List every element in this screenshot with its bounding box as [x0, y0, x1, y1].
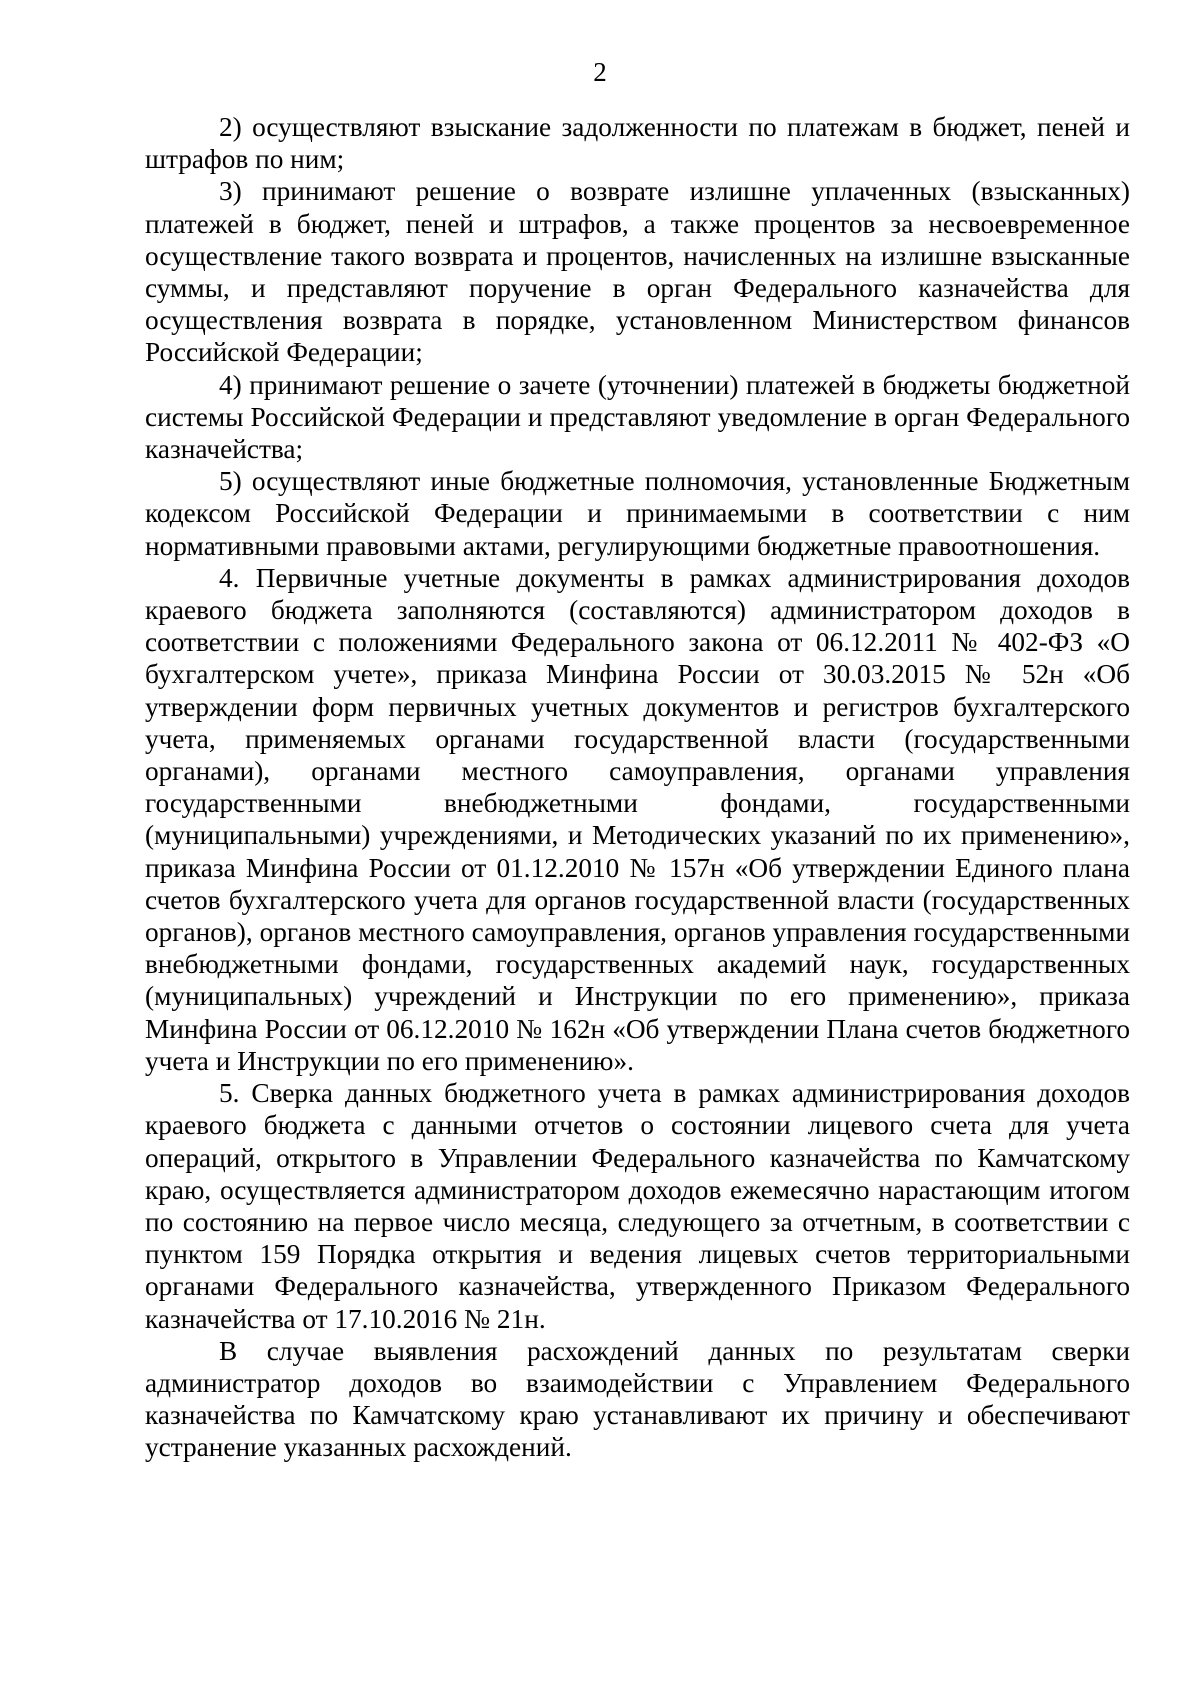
paragraph-section-4: 4. Первичные учетные документы в рамках администрирования доходов краевого бюджета заполняются (составляются) администратором доходов в соответствии с положениями Федерального закона от 06.12.2011 № 402-ФЗ «О бухгалтерском учете», приказа Минфина России от 30.03.2015 № 52н «Об утверждении форм первичных учетных документов и регистров бухгалтерского учета, применяемых органами государственной власти (государственными органами), органами местного самоуправления, органами управления государственными внебюджетными фондами, государственными (муниципальными) учреждениями, и Методических указаний по их применению», приказа Минфина России от 01.12.2010 № 157н «Об утверждении Единого плана счетов бухгалтерского учета для органов государственной власти (государственных органов), органов местного самоуправления, органов управления государственными внебюджетными фондами, государственных академий наук, государственных (муниципальных) учреждений и Инструкции по его применению», приказа Минфина России от 06.12.2010 № 162н «Об утверждении Плана счетов бюджетного учета и Инструкции по его применению».: [145, 562, 1130, 1076]
document-body: [145, 111, 1130, 1464]
paragraph-section-5: 5. Сверка данных бюджетного учета в рамках администрирования доходов краевого бюджета с данными отчетов о состоянии лицевого счета для учета операций, открытого в Управлении Федерального казначейства по Камчатскому краю, осуществляется администратором доходов ежемесячно нарастающим итогом по состоянию на первое число месяца, следующего за отчетным, в соответствии с пунктом 159 Порядка открытия и ведения лицевых счетов территориальными органами Федерального казначейства, утвержденного Приказом Федерального казначейства от 17.10.2016 № 21н.: [145, 1078, 1130, 1334]
paragraph-item-2: 2) осуществляют взыскание задолженности по платежам в бюджет, пеней и штрафов по ним;: [145, 112, 1130, 175]
paragraph-item-3: 3) принимают решение о возврате излишне уплаченных (взысканных) платежей в бюджет, пеней и штрафов, а также процентов за несвоевременное осуществление такого возврата и процентов, начисленных на излишне взысканные суммы, и представляют поручение в орган Федерального казначейства для осуществления возврата в порядке, установленном Министерством финансов Российской Федерации;: [145, 176, 1130, 368]
page-number: 2: [593, 57, 607, 87]
paragraph-discrepancy: В случае выявления расхождений данных по результатам сверки администратор доходов во взаимодействии с Управлением Федерального казначейства по Камчатскому краю устанавливают их причину и обеспечивают устранение указанных расхождений.: [145, 1335, 1130, 1463]
paragraph-item-4: 4) принимают решение о зачете (уточнении) платежей в бюджеты бюджетной системы Российской Федерации и представляют уведомление в орган Федерального казначейства;: [145, 369, 1130, 465]
paragraph-item-5: 5) осуществляют иные бюджетные полномочия, установленные Бюджетным кодексом Российской Федерации и принимаемыми в соответствии с ним нормативными правовыми актами, регулирующими бюджетные правоотношения.: [145, 466, 1130, 561]
